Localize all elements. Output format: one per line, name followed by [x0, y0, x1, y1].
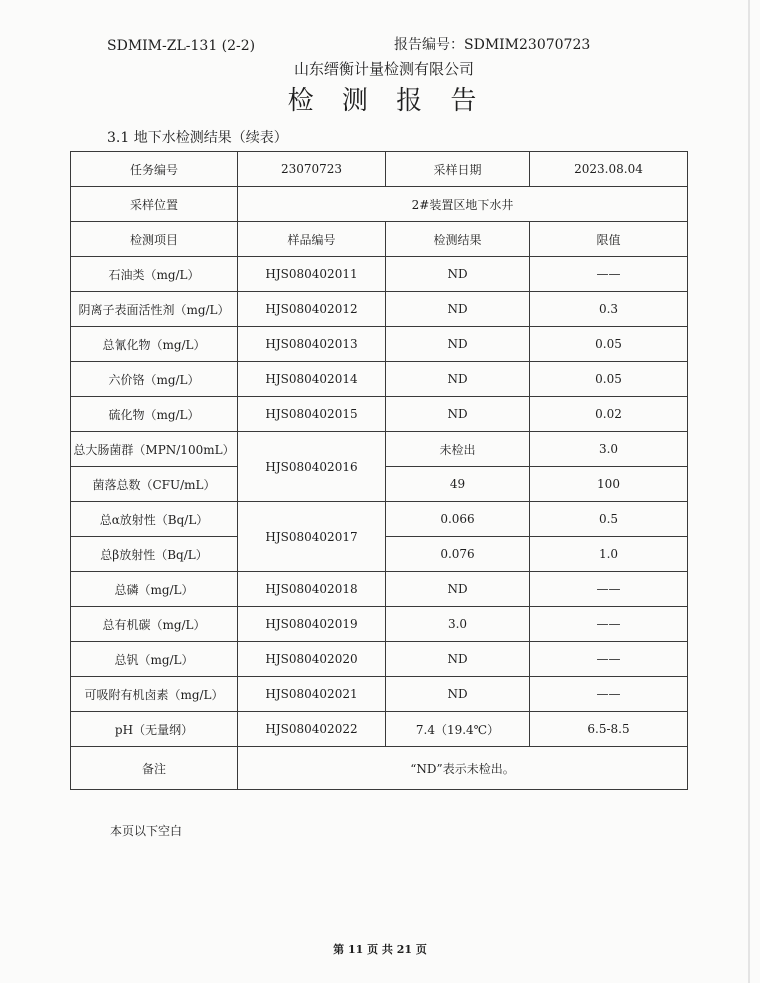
table-row — [71, 747, 688, 790]
company-name: 山东缙衡计量检测有限公司 — [293, 60, 474, 78]
result-cell: ND — [386, 642, 530, 677]
table-row — [71, 397, 688, 432]
limit-cell: —— — [530, 642, 688, 677]
blank-page-note: 本页以下空白 — [110, 824, 183, 838]
result-cell: 7.4（19.4℃） — [386, 712, 530, 747]
result-cell: 0.076 — [386, 537, 530, 572]
location-value: 2#装置区地下水井 — [238, 187, 688, 222]
item-cell: 总钒（mg/L） — [71, 642, 238, 677]
result-cell: 0.066 — [386, 502, 530, 537]
task-label: 任务编号 — [71, 152, 238, 187]
limit-cell: —— — [530, 572, 688, 607]
sample-cell: HJS080402015 — [238, 397, 386, 432]
header-result: 检测结果 — [386, 222, 530, 257]
result-cell: ND — [386, 397, 530, 432]
item-cell: 可吸附有机卤素（mg/L） — [71, 677, 238, 712]
results-table — [70, 151, 688, 790]
result-cell: ND — [386, 257, 530, 292]
item-cell: 总β放射性（Bq/L） — [71, 537, 238, 572]
sample-cell: HJS080402022 — [238, 712, 386, 747]
page-title: 检 测 报 告 — [287, 86, 487, 116]
sample-cell: HJS080402011 — [238, 257, 386, 292]
date-label: 采样日期 — [386, 152, 530, 187]
result-cell: ND — [386, 327, 530, 362]
limit-cell: —— — [530, 607, 688, 642]
limit-cell: 0.3 — [530, 292, 688, 327]
sample-cell: HJS080402013 — [238, 327, 386, 362]
item-cell: 总α放射性（Bq/L） — [71, 502, 238, 537]
sample-cell: HJS080402021 — [238, 677, 386, 712]
result-cell: 49 — [386, 467, 530, 502]
item-cell: pH（无量纲） — [71, 712, 238, 747]
result-cell: 3.0 — [386, 607, 530, 642]
result-cell: ND — [386, 362, 530, 397]
limit-cell: 1.0 — [530, 537, 688, 572]
document-code: SDMIM-ZL-131 (2-2) — [107, 38, 256, 54]
sample-cell: HJS080402019 — [238, 607, 386, 642]
result-cell: ND — [386, 292, 530, 327]
table-row — [71, 257, 688, 292]
item-cell: 菌落总数（CFU/mL） — [71, 467, 238, 502]
limit-cell: 0.02 — [530, 397, 688, 432]
table-row — [71, 362, 688, 397]
item-cell: 硫化物（mg/L） — [71, 397, 238, 432]
table-row — [71, 292, 688, 327]
table-row — [71, 152, 688, 187]
page-edge-divider — [748, 0, 750, 983]
sample-cell: HJS080402012 — [238, 292, 386, 327]
item-cell: 石油类（mg/L） — [71, 257, 238, 292]
limit-cell: 0.05 — [530, 362, 688, 397]
sample-cell: HJS080402020 — [238, 642, 386, 677]
limit-cell: 100 — [530, 467, 688, 502]
report-number: 报告编号：SDMIM23070723 — [394, 37, 591, 53]
limit-cell: —— — [530, 257, 688, 292]
limit-cell: 3.0 — [530, 432, 688, 467]
table-row — [71, 187, 688, 222]
table-header-row — [71, 222, 688, 257]
item-cell: 总氰化物（mg/L） — [71, 327, 238, 362]
item-cell: 总大肠菌群（MPN/100mL） — [71, 432, 238, 467]
item-cell: 阴离子表面活性剂（mg/L） — [71, 292, 238, 327]
item-cell: 六价铬（mg/L） — [71, 362, 238, 397]
table-row — [71, 607, 688, 642]
limit-cell: 0.05 — [530, 327, 688, 362]
header-limit: 限值 — [530, 222, 688, 257]
table-row — [71, 677, 688, 712]
header-item: 检测项目 — [71, 222, 238, 257]
sample-cell: HJS080402014 — [238, 362, 386, 397]
result-cell: ND — [386, 572, 530, 607]
remark-label: 备注 — [71, 747, 238, 790]
header-sample: 样品编号 — [238, 222, 386, 257]
sample-cell: HJS080402017 — [238, 502, 386, 572]
sample-cell: HJS080402016 — [238, 432, 386, 502]
item-cell: 总磷（mg/L） — [71, 572, 238, 607]
result-cell: ND — [386, 677, 530, 712]
page-footer: 第 11 页 共 21 页 — [333, 943, 427, 956]
table-row — [71, 572, 688, 607]
result-cell: 未检出 — [386, 432, 530, 467]
remark-value: “ND”表示未检出。 — [238, 747, 688, 790]
section-title: 3.1 地下水检测结果（续表） — [107, 130, 288, 146]
table-row — [71, 712, 688, 747]
task-value: 23070723 — [238, 152, 386, 187]
date-value: 2023.08.04 — [530, 152, 688, 187]
limit-cell: 6.5-8.5 — [530, 712, 688, 747]
table-row — [71, 432, 688, 467]
location-label: 采样位置 — [71, 187, 238, 222]
table-row — [71, 502, 688, 537]
limit-cell: —— — [530, 677, 688, 712]
table-row — [71, 642, 688, 677]
item-cell: 总有机碳（mg/L） — [71, 607, 238, 642]
limit-cell: 0.5 — [530, 502, 688, 537]
table-row — [71, 327, 688, 362]
sample-cell: HJS080402018 — [238, 572, 386, 607]
